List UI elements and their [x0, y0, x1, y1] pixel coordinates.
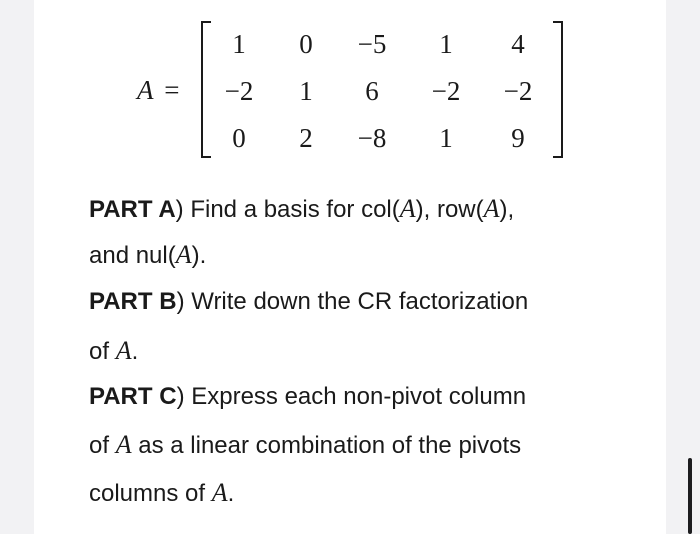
- matrix-cell-r2-c3: 1: [439, 123, 453, 153]
- matrix-label: [137, 77, 179, 104]
- part-c-line-3: columns of A.: [89, 478, 235, 507]
- part-a-line-2: and nul(A).: [89, 240, 207, 269]
- matrix-cell-r0-c2: −5: [357, 29, 387, 59]
- part-b-line-1: PART B) Write down the CR factorization: [89, 288, 529, 315]
- matrix-cell-r1-c4: −2: [503, 76, 533, 106]
- matrix-cell-r0-c4: 4: [511, 29, 525, 59]
- equals-sign: =: [164, 75, 180, 105]
- matrix-cell-r2-c4: 9: [511, 123, 525, 153]
- matrix-cell-r0-c3: 1: [439, 29, 453, 59]
- matrix-cell-r1-c0: −2: [224, 76, 254, 106]
- part-a-line-1: PART A) Find a basis for col(A), row(A),: [89, 194, 515, 223]
- part-c-line-1: PART C) Express each non-pivot column: [89, 383, 527, 410]
- part-c-label: PART C: [89, 383, 177, 410]
- matrix-cell-r0-c0: 1: [232, 29, 246, 59]
- matrix-cell-r1-c2: 6: [365, 76, 379, 106]
- matrix-variable: A: [137, 75, 154, 105]
- matrix-cell-r1-c3: −2: [431, 76, 461, 106]
- part-b-label: PART B: [89, 288, 177, 315]
- scrollbar-thumb[interactable]: [688, 458, 692, 534]
- matrix-cell-r2-c1: 2: [299, 123, 313, 153]
- matrix-cell-r2-c2: −8: [357, 123, 387, 153]
- matrix-cell-r2-c0: 0: [232, 123, 246, 153]
- matrix-cell-r0-c1: 0: [299, 29, 313, 59]
- part-b-line-2: of A.: [89, 336, 139, 365]
- matrix-cell-r1-c1: 1: [299, 76, 313, 106]
- part-a-label: PART A: [89, 196, 176, 223]
- part-c-line-2: of A as a linear combination of the pivots: [89, 430, 522, 459]
